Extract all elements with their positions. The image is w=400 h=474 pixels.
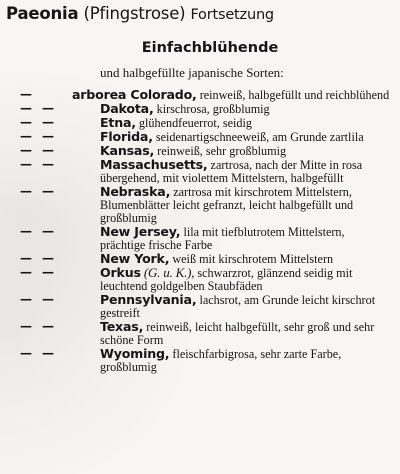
variety-entry [0,252,400,266]
variety-description: reinweiß, sehr großblumig [154,144,287,158]
ditto-dashes [20,144,54,157]
variety-entry [0,144,400,158]
ditto-dash: — [42,184,54,198]
ditto-dash: — [20,129,32,143]
variety-name: Wyoming, [100,346,170,361]
ditto-dash: — [42,292,54,306]
variety-name: New York, [100,251,170,266]
ditto-dash: — [42,319,54,333]
ditto-dash: — [20,346,32,360]
variety-name: Etna, [100,115,136,130]
ditto-dashes [20,88,32,101]
ditto-dash: — [42,251,54,265]
variety-description: kirschrosa, großblumig [153,102,270,116]
ditto-dashes [20,185,54,198]
ditto-dash: — [42,129,54,143]
variety-name: Orkus [100,265,141,280]
ditto-dashes [20,347,54,360]
variety-name: Pennsylvania, [100,292,197,307]
ditto-dash: — [42,101,54,115]
variety-description: zartrosa mit kirschrotem Mittelstern, Blumenblätter leicht gefranzt, leicht halbgefüllt und großblumig [100,185,354,225]
heading-genus: Paeonia [6,4,79,23]
ditto-dash: — [20,87,32,101]
variety-description: fleischfarbigrosa, sehr zarte Farbe, großblumig [100,347,342,374]
variety-entry [0,116,400,130]
variety-name: New Jersey, [100,224,181,239]
variety-description: seidenartigschneeweiß, am Grunde zartlila [152,130,364,144]
variety-list [0,88,400,374]
ditto-dash: — [20,101,32,115]
variety-entry [0,185,400,225]
ditto-dash: — [42,265,54,279]
ditto-dash: — [42,224,54,238]
ditto-dash: — [42,346,54,360]
page-heading [6,4,274,23]
ditto-dashes [20,293,54,306]
variety-description: glühendfeuerrot, seidig [135,116,252,130]
variety-name: Dakota, [100,101,154,116]
variety-entry [0,102,400,116]
variety-name: Texas, [100,319,144,334]
section-intro: und halbgefüllte japanische Sorten: [100,65,284,80]
variety-breeder: (G. u. K.), [140,265,195,280]
ditto-dash: — [20,251,32,265]
ditto-dash: — [42,115,54,129]
variety-entry [0,266,400,293]
ditto-dashes [20,266,54,279]
ditto-dash: — [42,157,54,171]
ditto-dash: — [20,292,32,306]
variety-name: Nebraska, [100,184,171,199]
heading-common-name: (Pfingstrose) [83,4,186,23]
variety-name: Massachusetts, [100,157,208,172]
ditto-dashes [20,116,54,129]
variety-entry [0,347,400,374]
ditto-dashes [20,320,54,333]
variety-name: arborea Colorado, [72,87,197,102]
variety-entry [0,320,400,347]
ditto-dash: — [20,224,32,238]
variety-description: weiß mit kirschrotem Mittelstern [169,252,334,266]
variety-description: reinweiß, leicht halbgefüllt, sehr groß und sehr schöne Form [100,320,375,347]
variety-entry [0,225,400,252]
heading-continuation: Fortsetzung [190,7,274,23]
variety-description: zartrosa, nach der Mitte in rosa übergehend, mit violettem Mittelstern, halbgefüllt [100,158,363,185]
ditto-dashes [20,158,54,171]
ditto-dash: — [20,265,32,279]
ditto-dashes [20,252,54,265]
ditto-dashes [20,225,54,238]
section-subheading: Einfachblühende [141,40,279,56]
variety-name: Florida, [100,129,153,144]
variety-description: lila mit tiefblutrotem Mittelstern, prächtige frische Farbe [100,225,345,252]
ditto-dashes [20,130,54,143]
variety-entry [0,293,400,320]
ditto-dash: — [20,143,32,157]
ditto-dash: — [20,157,32,171]
variety-description: reinweiß, halbgefüllt und reichblühend [196,88,390,102]
variety-description: schwarzrot, glänzend seidig mit leuchtend goldgelben Staubfäden [100,266,353,293]
ditto-dash: — [20,319,32,333]
variety-entry [0,158,400,185]
variety-entry [0,88,400,102]
ditto-dash: — [42,143,54,157]
variety-description: lachsrot, am Grunde leicht kirschrot gestreift [100,293,376,320]
ditto-dashes [20,102,54,115]
variety-name: Kansas, [100,143,155,158]
ditto-dash: — [20,184,32,198]
variety-entry [0,130,400,144]
ditto-dash: — [20,115,32,129]
